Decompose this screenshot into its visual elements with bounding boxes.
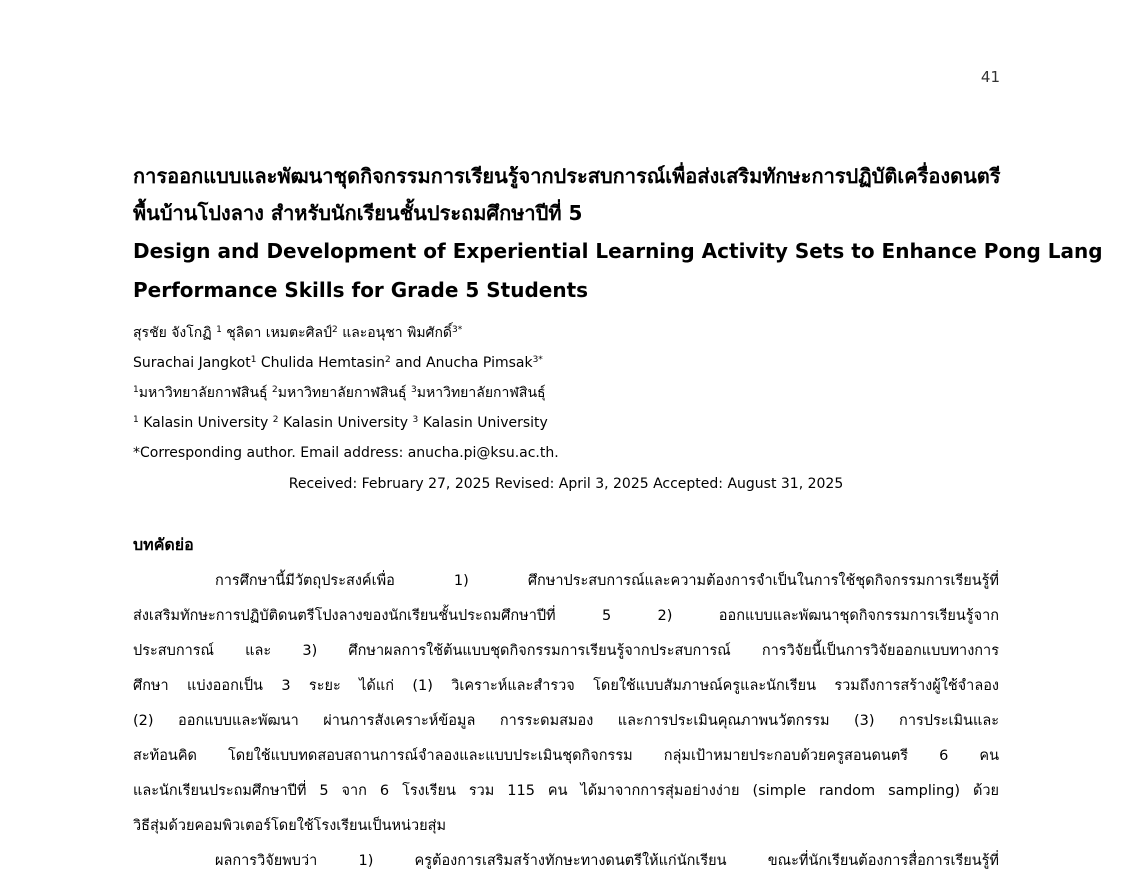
- author-1-english: Surachai Jangkot: [133, 355, 251, 371]
- abstract-line: ประสบการณ์ และ 3) ศึกษาผลการใช้ต้นแบบชุดกิจกรรมการเรียนรู้จากประสบการณ์ การวิจัยนี้เป็นการวิจัยออกแบบทางการ: [133, 643, 999, 659]
- authors-english: [133, 348, 1003, 378]
- affiliation-1-mark: 1: [133, 385, 139, 395]
- author-1-mark: 1: [250, 355, 257, 365]
- authors-thai: [133, 318, 1003, 348]
- abstract-line: ศึกษา แบ่งออกเป็น 3 ระยะ ได้แก่ (1) วิเคราะห์และสำรวจ โดยใช้แบบสัมภาษณ์ครูและนักเรียน รวมถึงการสร้างผู้ใช้จำลอง: [133, 678, 999, 694]
- page-number: 41: [980, 68, 1000, 86]
- title-english-line-1: Design and Development of Experiential Learning Activity Sets to Enhance Pong Lang: [133, 239, 1103, 263]
- affiliation-1-mark: 1: [133, 415, 139, 425]
- affiliation-2-thai: มหาวิทยาลัยกาฬสินธุ์: [277, 385, 407, 401]
- affiliation-1-thai: มหาวิทยาลัยกาฬสินธุ์: [138, 385, 268, 401]
- abstract-line: และนักเรียนประถมศึกษาปีที่ 5 จาก 6 โรงเรียน รวม 115 คน ได้มาจากการสุ่มอย่างง่าย (simple random sampling) ด้วย: [133, 783, 999, 799]
- affiliation-3-mark: 3: [411, 385, 417, 395]
- corresponding-author: *Corresponding author. Email address: anucha.pi@ksu.ac.th.: [133, 445, 559, 461]
- author-2-english: Chulida Hemtasin: [260, 355, 386, 371]
- affiliations-english: [133, 408, 1003, 438]
- abstract-line: วิธีสุ่มด้วยคอมพิวเตอร์โดยใช้โรงเรียนเป็นหน่วยสุ่ม: [133, 818, 447, 834]
- affiliation-2-english: Kalasin University: [282, 415, 409, 431]
- abstract-line: ผลการวิจัยพบว่า 1) ครูต้องการเสริมสร้างทักษะทางดนตรีให้แก่นักเรียน ขณะที่นักเรียนต้องการสื่อการเรียนรู้ที่: [215, 853, 999, 869]
- affiliation-3-thai: มหาวิทยาลัยกาฬสินธุ์: [416, 385, 546, 401]
- abstract-line: การศึกษานี้มีวัตถุประสงค์เพื่อ 1) ศึกษาประสบการณ์และความต้องการจำเป็นในการใช้ชุดกิจกรรมการเรียนรู้ที่: [215, 573, 999, 589]
- author-2-mark: 2: [332, 325, 338, 335]
- affiliations-thai: [133, 378, 1003, 408]
- title-block: [133, 158, 1103, 310]
- author-3-mark: 3*: [532, 355, 543, 365]
- author-2-mark: 2: [385, 355, 391, 365]
- affiliation-2-mark: 2: [272, 385, 278, 395]
- author-metadata: [133, 318, 1003, 468]
- abstract-line: สะท้อนคิด โดยใช้แบบทดสอบสถานการณ์จำลองและแบบประเมินชุดกิจกรรม กลุ่มเป้าหมายประกอบด้วยครูสอนดนตรี 6 คน: [133, 748, 999, 764]
- author-3-mark: 3*: [452, 325, 463, 335]
- author-1-thai: สุรชัย จังโกฏิ: [133, 325, 212, 341]
- author-3-english: and Anucha Pimsak: [395, 355, 533, 371]
- affiliation-3-english: Kalasin University: [422, 415, 548, 431]
- received-dates: Received: February 27, 2025 Revised: April 3, 2025 Accepted: August 31, 2025: [288, 476, 844, 492]
- title-english-line-2: Performance Skills for Grade 5 Students: [133, 278, 589, 302]
- abstract-heading: บทคัดย่อ: [133, 535, 194, 554]
- affiliation-3-mark: 3: [412, 415, 419, 425]
- abstract-line: ส่งเสริมทักษะการปฏิบัติดนตรีโปงลางของนักเรียนชั้นประถมศึกษาปีที่ 5 2) ออกแบบและพัฒนาชุดกิจกรรมการเรียนรู้จาก: [133, 608, 999, 624]
- abstract-line: (2) ออกแบบและพัฒนา ผ่านการสังเคราะห์ข้อมูล การระดมสมอง และการประเมินคุณภาพนวัตกรรม (3) การประเมินและ: [133, 713, 999, 729]
- title-thai-line-2: พื้นบ้านโปงลาง สำหรับนักเรียนชั้นประถมศึกษาปีที่ 5: [133, 201, 583, 225]
- author-1-mark: 1: [216, 325, 222, 335]
- title-thai-line-1: การออกแบบและพัฒนาชุดกิจกรรมการเรียนรู้จากประสบการณ์เพื่อส่งเสริมทักษะการปฏิบัติเครื่องดนตรี: [133, 164, 1001, 188]
- affiliation-2-mark: 2: [272, 415, 279, 425]
- author-3-thai: และอนุชา พิมศักดิ์: [342, 325, 453, 341]
- affiliation-1-english: Kalasin University: [143, 415, 269, 431]
- abstract-body: [133, 564, 999, 879]
- author-2-thai: ชุลิดา เหมตะศิลป์: [226, 325, 332, 341]
